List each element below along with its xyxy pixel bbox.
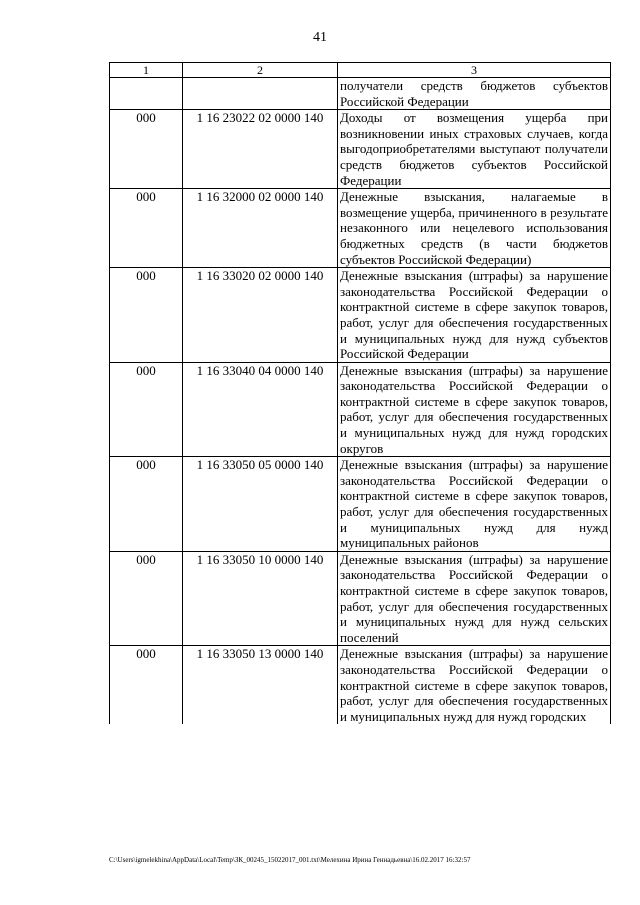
column-header-2: 2 xyxy=(183,63,338,78)
page-number: 41 xyxy=(313,30,327,45)
table-row xyxy=(110,78,611,110)
revenue-code-cell: 1 16 33040 04 0000 140 xyxy=(183,362,338,457)
revenue-code-cell: 1 16 33050 05 0000 140 xyxy=(183,457,338,552)
table-header xyxy=(110,63,611,78)
revenue-code-cell: 1 16 33050 10 0000 140 xyxy=(183,551,338,646)
table-row xyxy=(110,551,611,646)
table-header-row xyxy=(110,63,611,78)
admin-code-cell: 000 xyxy=(110,110,183,189)
admin-code-cell: 000 xyxy=(110,457,183,552)
table-row xyxy=(110,110,611,189)
admin-code-cell: 000 xyxy=(110,362,183,457)
admin-code-cell: 000 xyxy=(110,268,183,363)
revenue-code-cell: 1 16 33050 13 0000 140 xyxy=(183,646,338,724)
description-cell: Доходы от возмещения ущерба при возникновении иных страховых случаев, когда выгодоприобретателями выступают получатели средств бюджетов субъектов Российской Федерации xyxy=(338,110,611,189)
description-cell: Денежные взыскания (штрафы) за нарушение законодательства Российской Федерации о контрактной системе в сфере закупок товаров, работ, услуг для обеспечения государственных и муниципальных нужд для нужд городских xyxy=(338,646,611,724)
admin-code-cell: 000 xyxy=(110,551,183,646)
table-row xyxy=(110,362,611,457)
table-row xyxy=(110,268,611,363)
description-cell: Денежные взыскания (штрафы) за нарушение законодательства Российской Федерации о контрактной системе в сфере закупок товаров, работ, услуг для обеспечения государственных и муниципальных нужд для нужд сельских поселений xyxy=(338,551,611,646)
column-header-1: 1 xyxy=(110,63,183,78)
admin-code-cell xyxy=(110,78,183,110)
revenue-codes-table xyxy=(109,62,611,724)
revenue-code-cell: 1 16 33020 02 0000 140 xyxy=(183,268,338,363)
table-row xyxy=(110,189,611,268)
description-cell: получатели средств бюджетов субъектов Российской Федерации xyxy=(338,78,611,110)
description-cell: Денежные взыскания (штрафы) за нарушение законодательства Российской Федерации о контрактной системе в сфере закупок товаров, работ, услуг для обеспечения государственных и муниципальных нужд для нужд городских округов xyxy=(338,362,611,457)
description-cell: Денежные взыскания (штрафы) за нарушение законодательства Российской Федерации о контрактной системе в сфере закупок товаров, работ, услуг для обеспечения государственных и муниципальных нужд для нужд муниципальных районов xyxy=(338,457,611,552)
admin-code-cell: 000 xyxy=(110,189,183,268)
table-body xyxy=(110,78,611,725)
table-row xyxy=(110,646,611,724)
table-row xyxy=(110,457,611,552)
revenue-code-cell: 1 16 32000 02 0000 140 xyxy=(183,189,338,268)
footer-file-path: C:\Users\igmelekhina\AppData\Local\Temp\ЗК_00245_15022017_001.txt\Мелехина Ирина Геннадьевна\16.02.2017 16:32:57 xyxy=(109,856,471,864)
description-cell: Денежные взыскания, налагаемые в возмещение ущерба, причиненного в результате незаконного или нецелевого использования бюджетных средств (в части бюджетов субъектов Российской Федерации) xyxy=(338,189,611,268)
revenue-code-cell: 1 16 23022 02 0000 140 xyxy=(183,110,338,189)
revenue-code-cell xyxy=(183,78,338,110)
admin-code-cell: 000 xyxy=(110,646,183,724)
column-header-3: 3 xyxy=(338,63,611,78)
description-cell: Денежные взыскания (штрафы) за нарушение законодательства Российской Федерации о контрактной системе в сфере закупок товаров, работ, услуг для обеспечения государственных и муниципальных нужд для нужд субъектов Российской Федерации xyxy=(338,268,611,363)
